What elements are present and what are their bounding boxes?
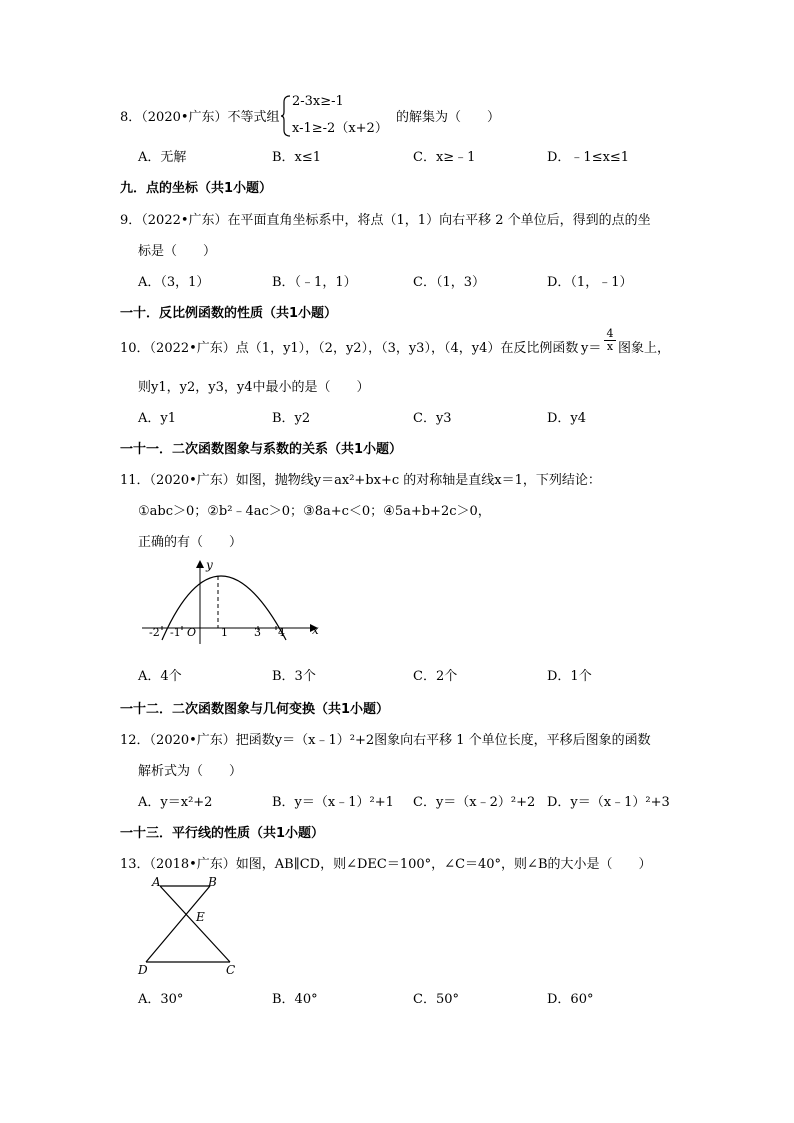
q9-option-c[interactable]: C．（1，3） (413, 275, 485, 290)
q11-parabola-graph (138, 556, 328, 646)
q13-option-b[interactable]: B．40° (272, 992, 318, 1007)
point-a-label: A (152, 875, 161, 889)
section-heading-13: 一十三．平行线的性质（共1小题） (120, 826, 325, 841)
tick-label-1: 1 (221, 626, 228, 639)
q11-option-a[interactable]: A．4个 (138, 669, 182, 684)
tick-label-m2: -2 (149, 626, 160, 639)
section-heading-11: 一十一．二次函数图象与系数的关系（共1小题） (120, 442, 403, 457)
segment-ac (160, 886, 230, 962)
section-heading-10: 一十．反比例函数的性质（共1小题） (120, 306, 338, 321)
q12-option-a[interactable]: A．y＝x²+2 (138, 795, 213, 810)
q8-prefix: 8．（2020•广东）不等式组 (120, 110, 280, 125)
point-b-label: B (208, 875, 217, 889)
segment-bd (146, 886, 210, 962)
q10-line-2: 则y1，y2，y3，y4中最小的是（ ） (138, 380, 370, 395)
point-c-label: C (226, 963, 236, 977)
q10-option-c[interactable]: C．y3 (413, 411, 452, 426)
q11-option-b[interactable]: B．3个 (272, 669, 316, 684)
q8-option-a[interactable]: A．无解 (138, 150, 187, 165)
y-axis-label: y (206, 558, 213, 572)
tick-label-4: 4 (278, 626, 285, 639)
tick-label-m1: -1 (170, 626, 181, 639)
q13-line-1: 13．（2018•广东）如图，AB∥CD，则∠DEC＝100°，∠C＝40°，则∠B的大小是（ ） (120, 857, 652, 872)
q10-option-a[interactable]: A．y1 (138, 411, 177, 426)
q10-fraction (604, 328, 616, 353)
q8-suffix: 的解集为（ ） (396, 110, 501, 125)
section-heading-9: 九．点的坐标（共1小题） (120, 181, 273, 196)
q8-option-d[interactable]: D．﹣1≤x≤1 (547, 150, 630, 165)
q9-option-d[interactable]: D．（1，﹣1） (547, 275, 633, 290)
q8-inequality-2: x-1≥-2（x+2） (292, 121, 388, 136)
origin-label: O (187, 626, 197, 639)
q8-inequality-1: 2-3x≥-1 (292, 94, 344, 109)
q9-option-b[interactable]: B．（﹣1，1） (272, 275, 357, 290)
q11-line-1: 11．（2020•广东）如图，抛物线y＝ax²+bx+c 的对称轴是直线x＝1，下列结论： (120, 473, 601, 488)
fraction-numerator: 4 (606, 327, 614, 340)
q11-line-2: ①abc＞0；②b²﹣4ac＞0；③8a+c＜0；④5a+b+2c＞0， (138, 504, 491, 519)
q11-option-d[interactable]: D．1个 (547, 669, 592, 684)
fraction-denominator: x (604, 340, 616, 353)
q9-line-1: 9．（2022•广东）在平面直角坐标系中，将点（1，1）向右平移 2 个单位后，得到的点的坐 (120, 213, 651, 228)
q12-option-c[interactable]: C．y＝（x﹣2）²+2 (413, 795, 536, 810)
q13-option-a[interactable]: A．30° (138, 992, 184, 1007)
q11-option-c[interactable]: C．2个 (413, 669, 458, 684)
q8-option-b[interactable]: B．x≤1 (272, 150, 322, 165)
q10-function-lhs: y＝ (581, 341, 602, 356)
x-axis-label: x (312, 623, 319, 637)
left-brace-icon (280, 94, 292, 138)
q12-line-1: 12．（2020•广东）把函数y＝（x﹣1）²+2图象向右平移 1 个单位长度，平移后图象的函数 (120, 733, 651, 748)
point-e-label: E (196, 910, 205, 924)
q9-line-2: 标是（ ） (138, 244, 217, 259)
q10-suffix: 图象上， (618, 341, 671, 356)
q10-prefix: 10．（2022•广东）点（1，y1），（2，y2），（3，y3），（4，y4）在反比例函数 (120, 341, 579, 356)
tick-label-3: 3 (254, 626, 261, 639)
point-d-label: D (138, 963, 148, 977)
q8-option-c[interactable]: C．x≥﹣1 (413, 150, 476, 165)
q13-parallel-lines-figure (136, 874, 246, 978)
q13-option-c[interactable]: C．50° (413, 992, 459, 1007)
q9-option-a[interactable]: A．（3，1） (138, 275, 210, 290)
q12-line-2: 解析式为（ ） (138, 764, 243, 779)
y-axis-arrow-icon (196, 560, 204, 568)
q11-line-3: 正确的有（ ） (138, 535, 243, 550)
q10-option-d[interactable]: D．y4 (547, 411, 587, 426)
q12-option-b[interactable]: B．y＝（x﹣1）²+1 (272, 795, 394, 810)
q13-option-d[interactable]: D．60° (547, 992, 594, 1007)
q12-option-d[interactable]: D．y＝（x﹣1）²+3 (547, 795, 670, 810)
q10-option-b[interactable]: B．y2 (272, 411, 311, 426)
section-heading-12: 一十二．二次函数图象与几何变换（共1小题） (120, 702, 390, 717)
